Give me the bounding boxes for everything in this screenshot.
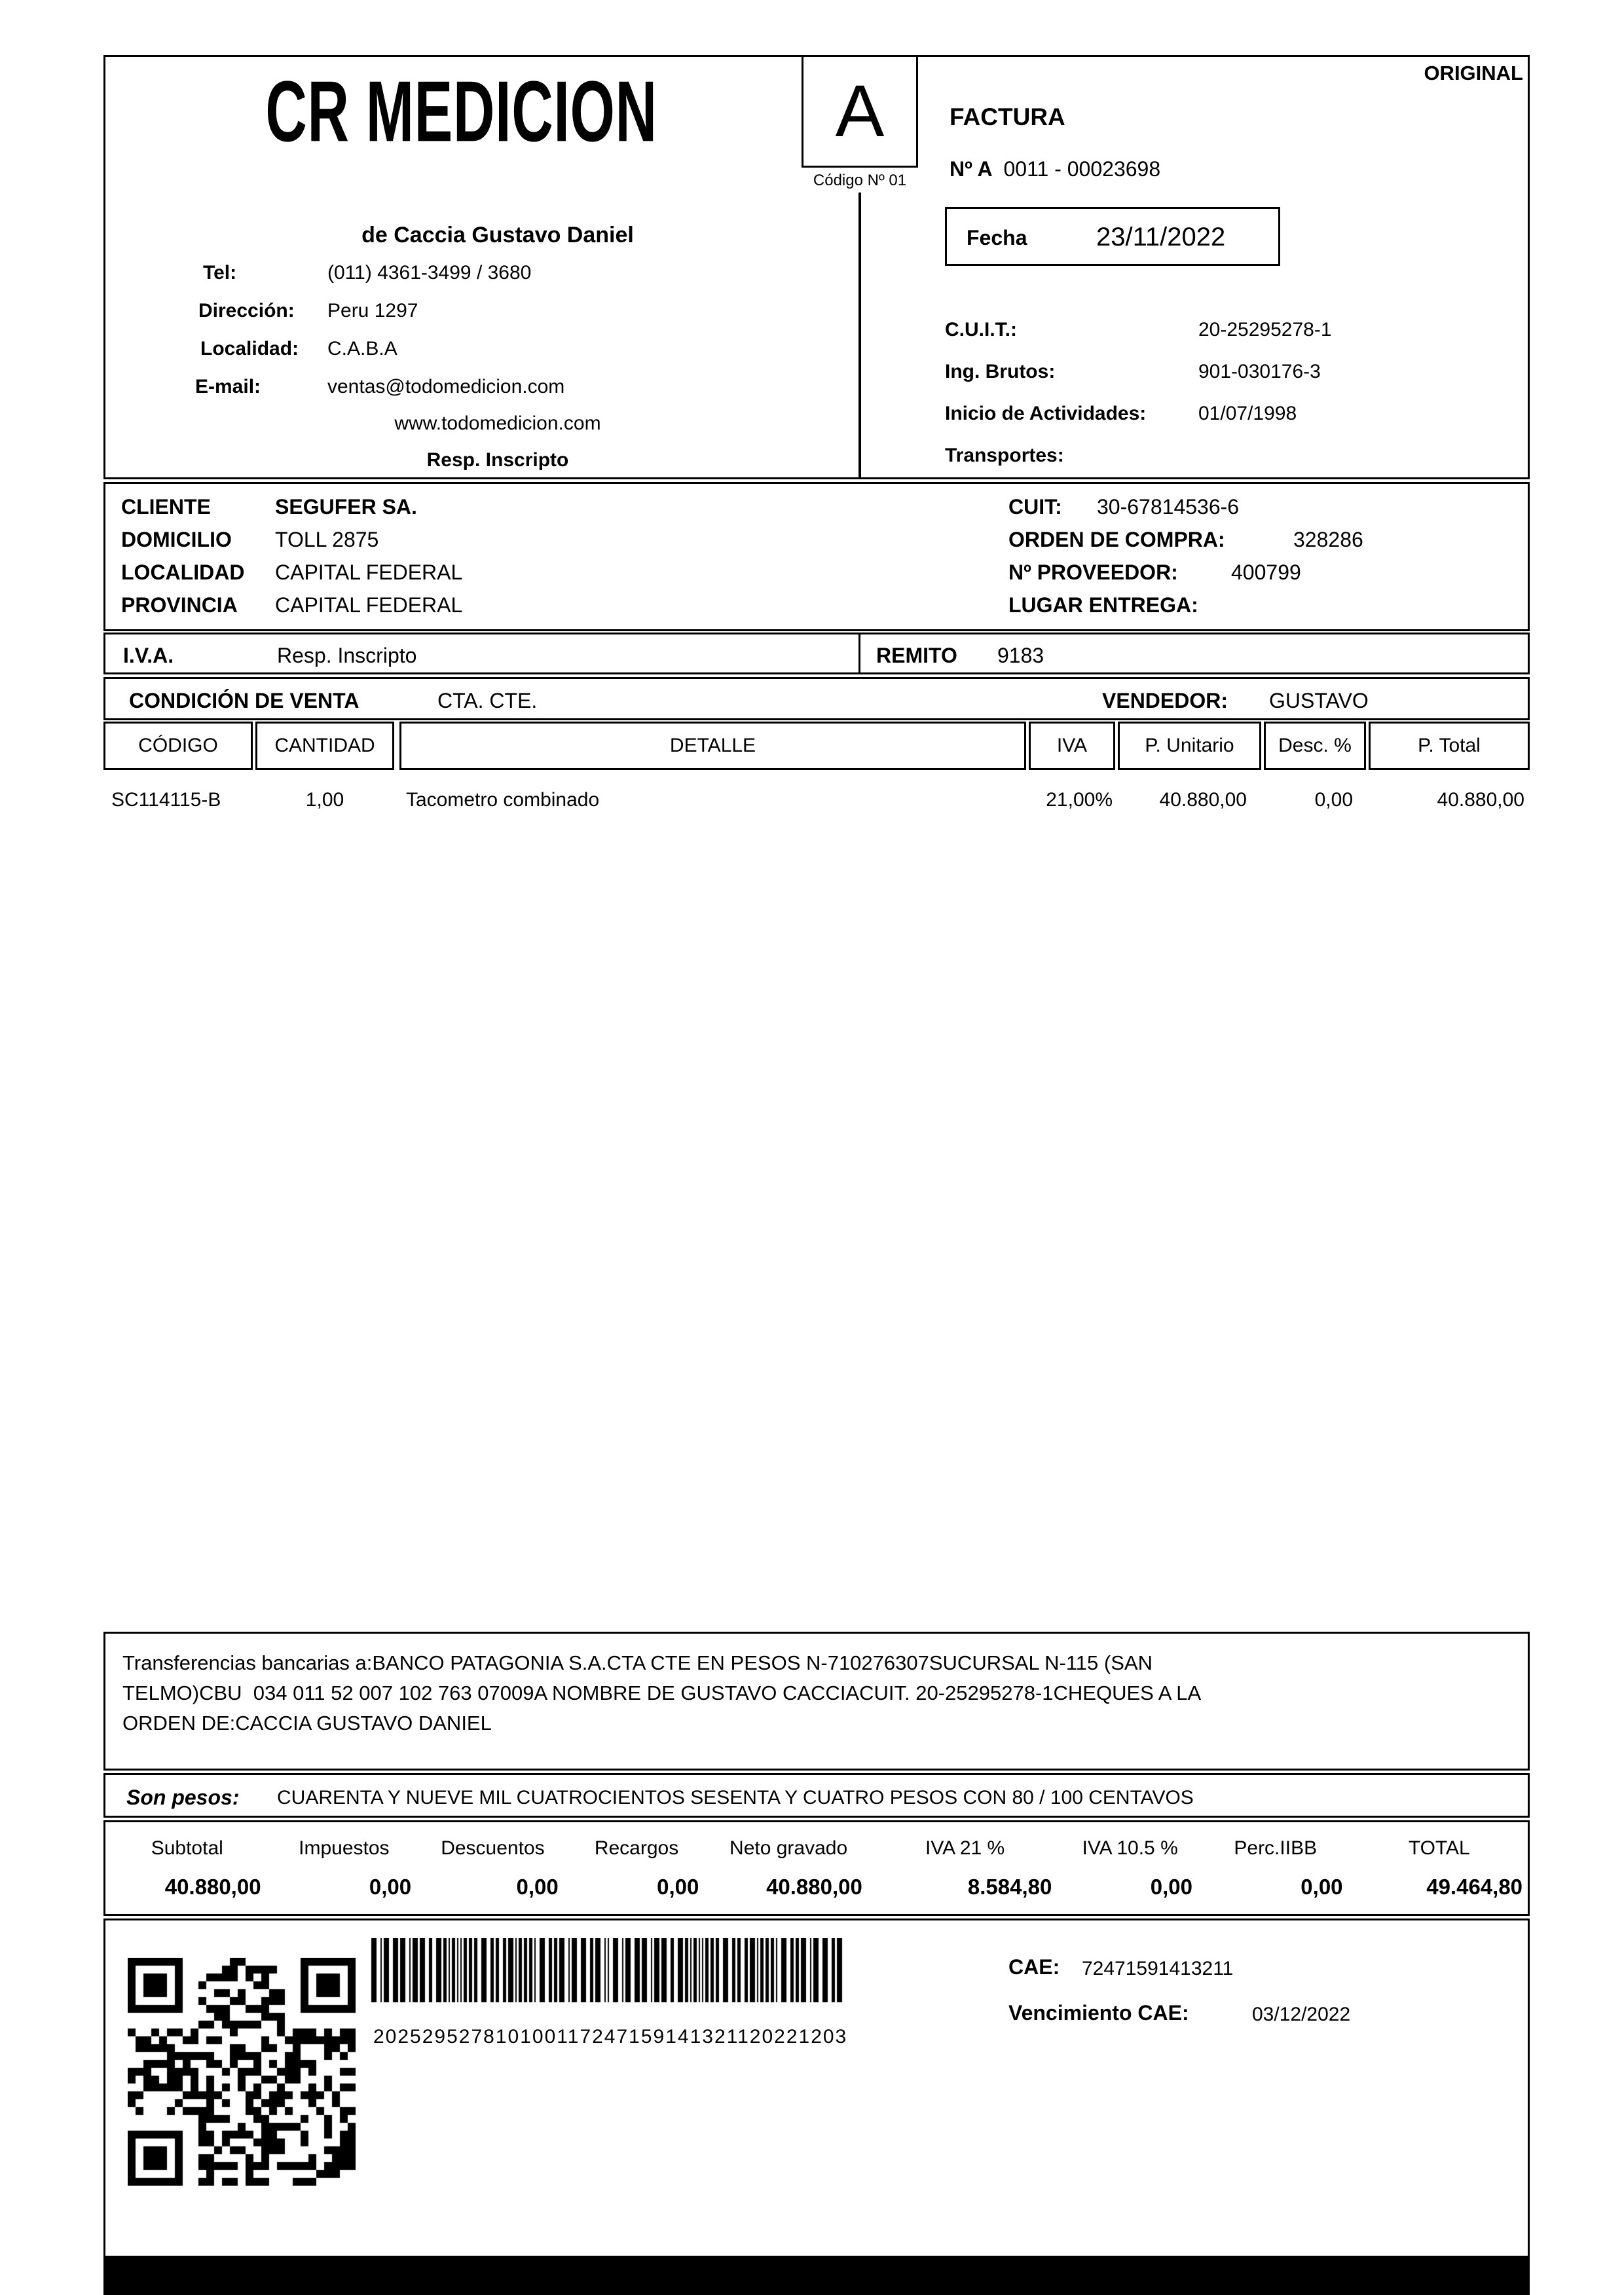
- orden-compra-value: 328286: [1293, 528, 1363, 551]
- localidad-value: C.A.B.A: [327, 338, 397, 359]
- totals-label-neto: Neto gravado: [729, 1837, 848, 1859]
- iva-value: Resp. Inscripto: [277, 644, 417, 667]
- bank-info-box: [103, 1632, 1530, 1771]
- cae-label: CAE:: [1008, 1955, 1060, 1979]
- totals-label-iva21: IVA 21 %: [925, 1837, 1005, 1859]
- totals-box: [103, 1820, 1530, 1916]
- inicio-value: 01/07/1998: [1198, 403, 1297, 424]
- orden-compra-label: ORDEN DE COMPRA:: [1008, 528, 1225, 551]
- invoice-type-letter: A: [835, 69, 885, 152]
- remito-box: [858, 633, 1530, 674]
- totals-label-iva105: IVA 10.5 %: [1082, 1837, 1178, 1859]
- iva-label: I.V.A.: [123, 644, 174, 667]
- transportes-label: Transportes:: [945, 445, 1064, 466]
- cae-value: 72471591413211: [1082, 1958, 1234, 1979]
- col-header-desc: Desc. %: [1264, 722, 1366, 770]
- logo: [216, 63, 707, 160]
- resp-inscripto: Resp. Inscripto: [426, 449, 569, 471]
- qr-code: [128, 1958, 356, 2186]
- vendedor-value: GUSTAVO: [1269, 689, 1369, 712]
- header-divider: [858, 193, 861, 477]
- fecha-label: Fecha: [967, 226, 1027, 249]
- ing-brutos-value: 901-030176-3: [1198, 361, 1321, 382]
- email-value: ventas@todomedicion.com: [327, 376, 565, 397]
- client-localidad-label: LOCALIDAD: [121, 560, 245, 584]
- col-header-detalle: DETALLE: [399, 722, 1026, 770]
- vendedor-label: VENDEDOR:: [1102, 689, 1228, 712]
- direccion-label: Dirección:: [198, 300, 295, 321]
- totals-label-descuentos: Descuentos: [441, 1837, 545, 1859]
- inicio-label: Inicio de Actividades:: [945, 403, 1147, 424]
- invoice-number-label: Nº A: [950, 157, 993, 181]
- amount-words-box: [103, 1773, 1530, 1818]
- bank-line-3: ORDEN DE:CACCIA GUSTAVO DANIEL: [122, 1712, 492, 1735]
- domicilio-label: DOMICILIO: [121, 528, 232, 551]
- item-iva: 21,00%: [1046, 789, 1113, 811]
- cliente-value: SEGUFER SA.: [275, 495, 417, 519]
- totals-value-neto: 40.880,00: [766, 1874, 862, 1899]
- barcode: [370, 1938, 848, 2002]
- remito-label: REMITO: [876, 644, 957, 667]
- bank-line-2: TELMO)CBU 034 011 52 007 102 763 07009A NOMBRE DE GUSTAVO CACCIACUIT. 20-25295278-1CHEQUES A LA: [122, 1681, 1202, 1704]
- son-pesos-text: CUARENTA Y NUEVE MIL CUATROCIENTOS SESENTA Y CUATRO PESOS CON 80 / 100 CENTAVOS: [277, 1787, 1194, 1808]
- cuit-value: 20-25295278-1: [1198, 319, 1332, 340]
- direccion-value: Peru 1297: [327, 300, 418, 321]
- totals-value-impuestos: 0,00: [369, 1874, 412, 1899]
- remito-value: 9183: [997, 644, 1044, 667]
- condicion-label: CONDICIÓN DE VENTA: [129, 689, 360, 712]
- proveedor-label: Nº PROVEEDOR:: [1008, 560, 1178, 584]
- client-cuit-value: 30-67814536-6: [1097, 495, 1240, 519]
- invoice-number: [950, 157, 1160, 181]
- totals-value-iva105: 0,00: [1150, 1874, 1192, 1899]
- condicion-box: [103, 677, 1530, 720]
- proveedor-value: 400799: [1231, 560, 1301, 584]
- invoice-number-value: 0011 - 00023698: [1003, 157, 1161, 181]
- col-header-total: P. Total: [1369, 722, 1530, 770]
- provincia-label: PROVINCIA: [121, 593, 238, 617]
- totals-label-impuestos: Impuestos: [299, 1837, 390, 1859]
- item-total: 40.880,00: [1437, 789, 1524, 811]
- col-header-codigo: CÓDIGO: [103, 722, 253, 770]
- fecha-box: [945, 207, 1280, 266]
- footer-black-bar: [103, 2258, 1530, 2295]
- lugar-entrega-label: LUGAR ENTREGA:: [1008, 593, 1198, 617]
- totals-value-total: 49.464,80: [1426, 1874, 1523, 1899]
- cuit-label: C.U.I.T.:: [945, 319, 1017, 340]
- totals-value-iva21: 8.584,80: [967, 1874, 1052, 1899]
- totals-value-recargos: 0,00: [657, 1874, 699, 1899]
- owner-name: de Caccia Gustavo Daniel: [361, 223, 634, 248]
- item-cantidad: 1,00: [305, 789, 344, 811]
- totals-value-descuentos: 0,00: [516, 1874, 559, 1899]
- logo-text: CR MEDICION: [265, 63, 658, 160]
- invoice-type-box: [802, 55, 918, 168]
- barcode-number: 202529527810100117247159141321120221203: [373, 2026, 848, 2047]
- bank-line-1: Transferencias bancarias a:BANCO PATAGONIA S.A.CTA CTE EN PESOS N-710276307SUCURSAL N-115 (SAN: [122, 1651, 1153, 1674]
- fecha-value: 23/11/2022: [1096, 223, 1226, 251]
- provincia-value: CAPITAL FEDERAL: [275, 593, 463, 617]
- condicion-value: CTA. CTE.: [437, 689, 538, 712]
- item-detalle: Tacometro combinado: [406, 789, 600, 811]
- item-desc: 0,00: [1314, 789, 1353, 811]
- col-header-unitario: P. Unitario: [1118, 722, 1261, 770]
- totals-label-recargos: Recargos: [594, 1837, 679, 1859]
- invoice-type-code: Código Nº 01: [813, 172, 907, 189]
- totals-value-perciibb: 0,00: [1301, 1874, 1343, 1899]
- iva-box: [103, 633, 860, 674]
- totals-label-perciibb: Perc.IIBB: [1234, 1837, 1318, 1859]
- ing-brutos-label: Ing. Brutos:: [945, 361, 1056, 382]
- client-cuit-label: CUIT:: [1008, 495, 1062, 519]
- item-codigo: SC114115-B: [111, 789, 221, 811]
- original-label: ORIGINAL: [1424, 62, 1523, 84]
- email-label: E-mail:: [195, 376, 261, 397]
- col-header-iva: IVA: [1029, 722, 1115, 770]
- venc-cae-label: Vencimiento CAE:: [1008, 2001, 1189, 2025]
- website: www.todomedicion.com: [394, 413, 601, 434]
- domicilio-value: TOLL 2875: [275, 528, 379, 551]
- localidad-label: Localidad:: [200, 338, 299, 359]
- totals-value-subtotal: 40.880,00: [164, 1874, 261, 1899]
- item-unitario: 40.880,00: [1159, 789, 1247, 811]
- cliente-label: CLIENTE: [121, 495, 211, 519]
- totals-label-total: TOTAL: [1408, 1837, 1470, 1859]
- totals-labels-row: [105, 1837, 1528, 1860]
- venc-cae-value: 03/12/2022: [1252, 2004, 1351, 2025]
- son-pesos-label: Son pesos:: [126, 1786, 240, 1809]
- tel-value: (011) 4361-3499 / 3680: [327, 262, 532, 284]
- totals-label-subtotal: Subtotal: [151, 1837, 223, 1859]
- totals-values-row: [105, 1875, 1528, 1900]
- client-localidad-value: CAPITAL FEDERAL: [275, 560, 463, 584]
- doc-type-title: FACTURA: [950, 103, 1065, 130]
- tel-label: Tel:: [203, 262, 237, 284]
- col-header-cantidad: CANTIDAD: [255, 722, 394, 770]
